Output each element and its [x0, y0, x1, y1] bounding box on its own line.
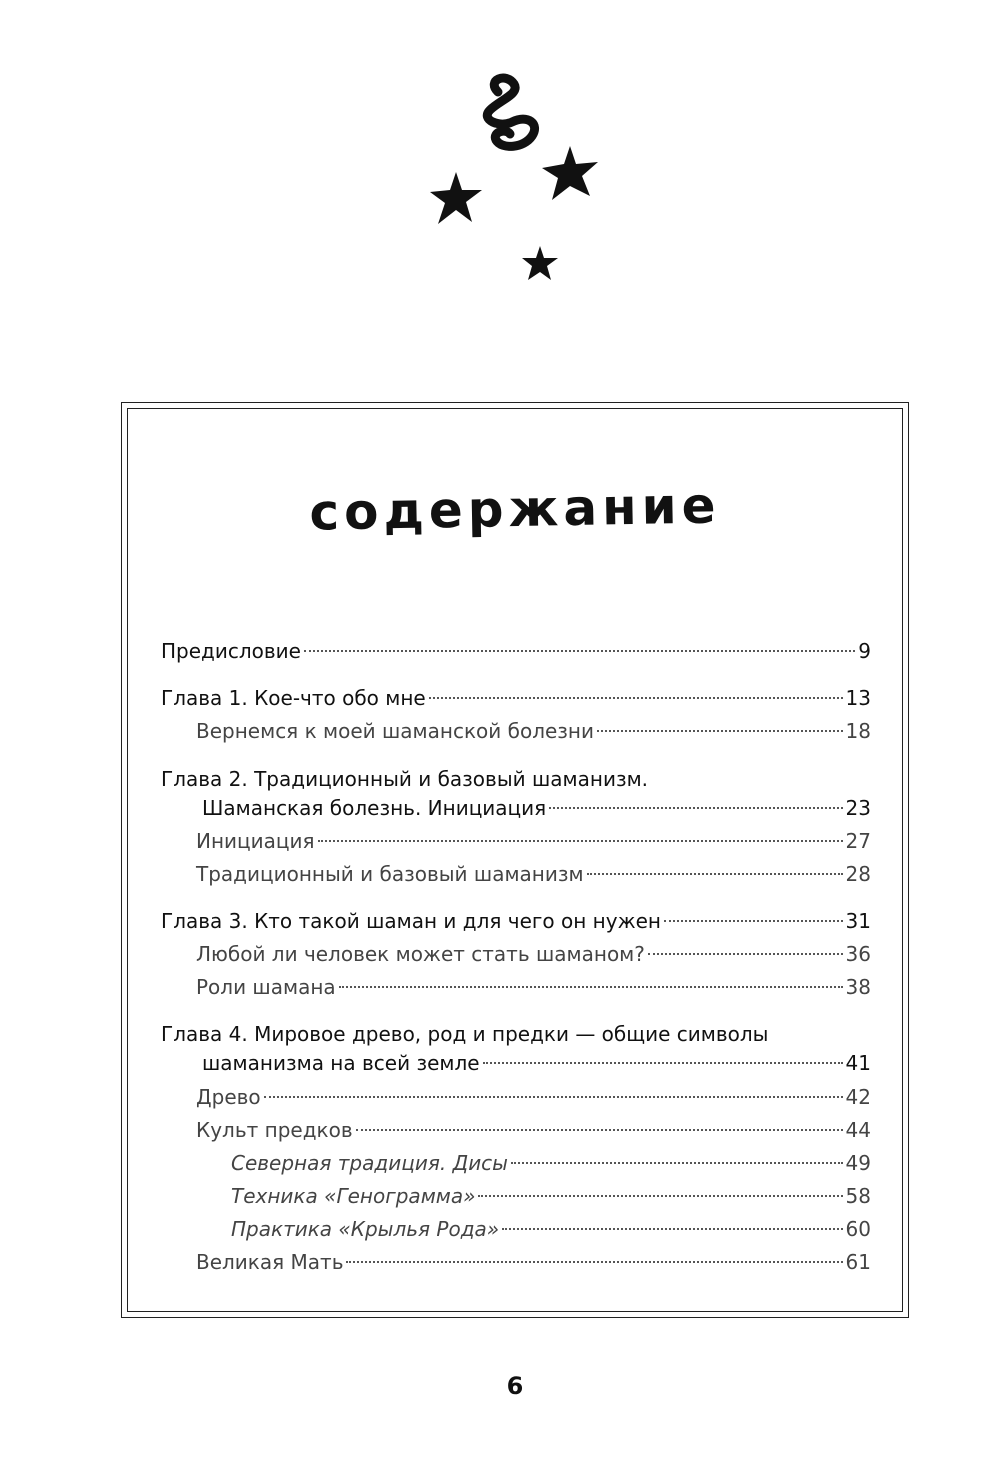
table-of-contents — [161, 0, 871, 1468]
toc-entry[interactable]: Великая Мать 61 — [196, 1250, 871, 1274]
toc-title: содержание — [308, 476, 722, 542]
toc-entry[interactable]: Культ предков 44 — [196, 1118, 871, 1142]
toc-entry[interactable]: Северная традиция. Дисы 49 — [231, 1151, 871, 1175]
toc-entry[interactable]: Предисловие 9 — [161, 639, 871, 663]
toc-entry[interactable]: Традиционный и базовый шаманизм 28 — [196, 862, 871, 886]
toc-entry[interactable]: Глава 2. Традиционный и базовый шаманизм. — [161, 767, 649, 791]
toc-entry[interactable]: Глава 1. Кое-что обо мне 13 — [161, 686, 871, 710]
toc-entry[interactable]: Шаманская болезнь. Инициация 23 — [202, 796, 871, 820]
toc-entry[interactable]: шаманизма на всей земле 41 — [202, 1051, 871, 1075]
toc-entry[interactable]: Древо 42 — [196, 1085, 871, 1109]
toc-entry[interactable]: Вернемся к моей шаманской болезни 18 — [196, 719, 871, 743]
toc-entry[interactable]: Глава 4. Мировое древо, род и предки — общие символы — [161, 1022, 769, 1046]
toc-entry[interactable]: Практика «Крылья Рода» 60 — [231, 1217, 871, 1241]
toc-entry[interactable]: Роли шамана 38 — [196, 975, 871, 999]
toc-entry[interactable]: Техника «Генограмма» 58 — [231, 1184, 871, 1208]
page-number: 6 — [506, 1372, 524, 1400]
toc-entry[interactable]: Любой ли человек может стать шаманом? 36 — [196, 942, 871, 966]
toc-entry[interactable]: Инициация 27 — [196, 829, 871, 853]
toc-entry[interactable]: Глава 3. Кто такой шаман и для чего он нужен 31 — [161, 909, 871, 933]
